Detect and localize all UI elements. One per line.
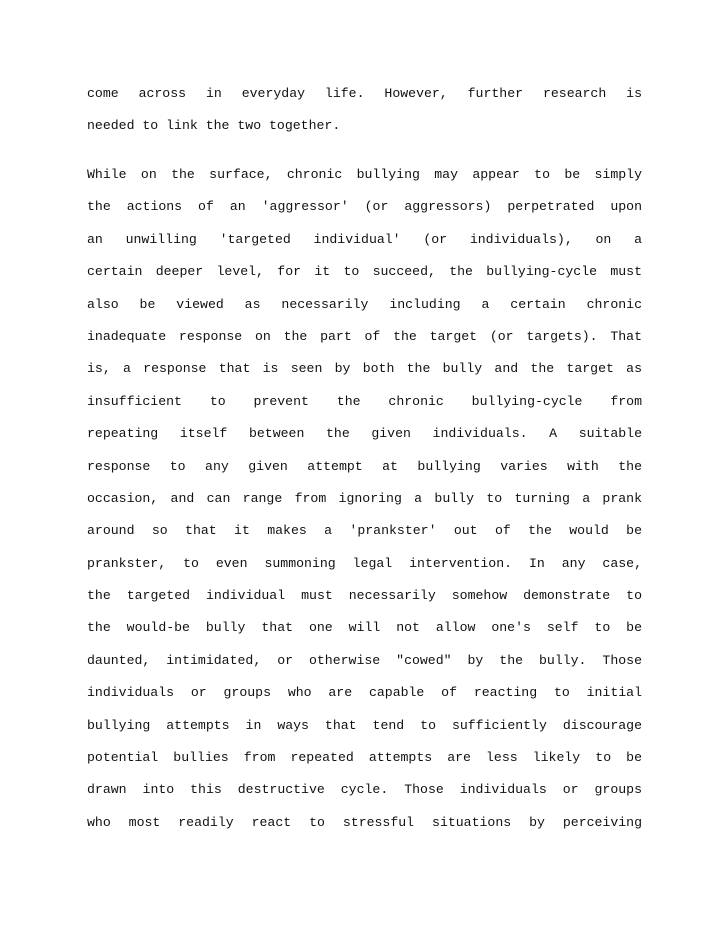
paragraph-line: the actions of an 'aggressor' (or aggressors) perpetrated upon [87, 199, 642, 215]
paragraph-line: potential bullies from repeated attempts are less likely to be [87, 750, 642, 766]
paragraph-line: is, a response that is seen by both the bully and the target as [87, 361, 642, 377]
paragraph-line: drawn into this destructive cycle. Those individuals or groups [87, 782, 642, 798]
paragraph-line: needed to link the two together. [87, 118, 341, 134]
paragraph-line: who most readily react to stressful situations by perceiving [87, 814, 642, 830]
paragraph-line: response to any given attempt at bullying varies with the [87, 458, 642, 474]
paragraph-line: individuals or groups who are capable of reacting to initial [87, 685, 642, 701]
paragraph-line: insufficient to prevent the chronic bullying-cycle from [87, 393, 642, 409]
paragraph-line: daunted, intimidated, or otherwise "cowed" by the bully. Those [87, 652, 642, 668]
paragraph-line: the would-be bully that one will not allow one's self to be [87, 620, 642, 636]
paragraph-line: prankster, to even summoning legal intervention. In any case, [87, 555, 642, 571]
paragraph-1 [87, 78, 642, 143]
paragraph-line: repeating itself between the given individuals. A suitable [87, 426, 642, 442]
paragraph-line: While on the surface, chronic bullying may appear to be simply [87, 167, 642, 182]
paragraph-line: certain deeper level, for it to succeed, the bullying-cycle must [87, 264, 642, 280]
paragraph-2 [87, 159, 642, 839]
paragraph-line: an unwilling 'targeted individual' (or individuals), on a [87, 231, 642, 247]
paragraph-line: occasion, and can range from ignoring a bully to turning a prank [87, 490, 642, 506]
paragraph-line: bullying attempts in ways that tend to sufficiently discourage [87, 717, 642, 733]
paragraph-line: inadequate response on the part of the target (or targets). That [87, 328, 642, 344]
paragraph-line: also be viewed as necessarily including a certain chronic [87, 296, 642, 312]
paragraph-line: the targeted individual must necessarily somehow demonstrate to [87, 588, 642, 604]
paragraph-line: around so that it makes a 'prankster' out of the would be [87, 523, 642, 539]
paragraph-line: come across in everyday life. However, further research is [87, 86, 642, 101]
